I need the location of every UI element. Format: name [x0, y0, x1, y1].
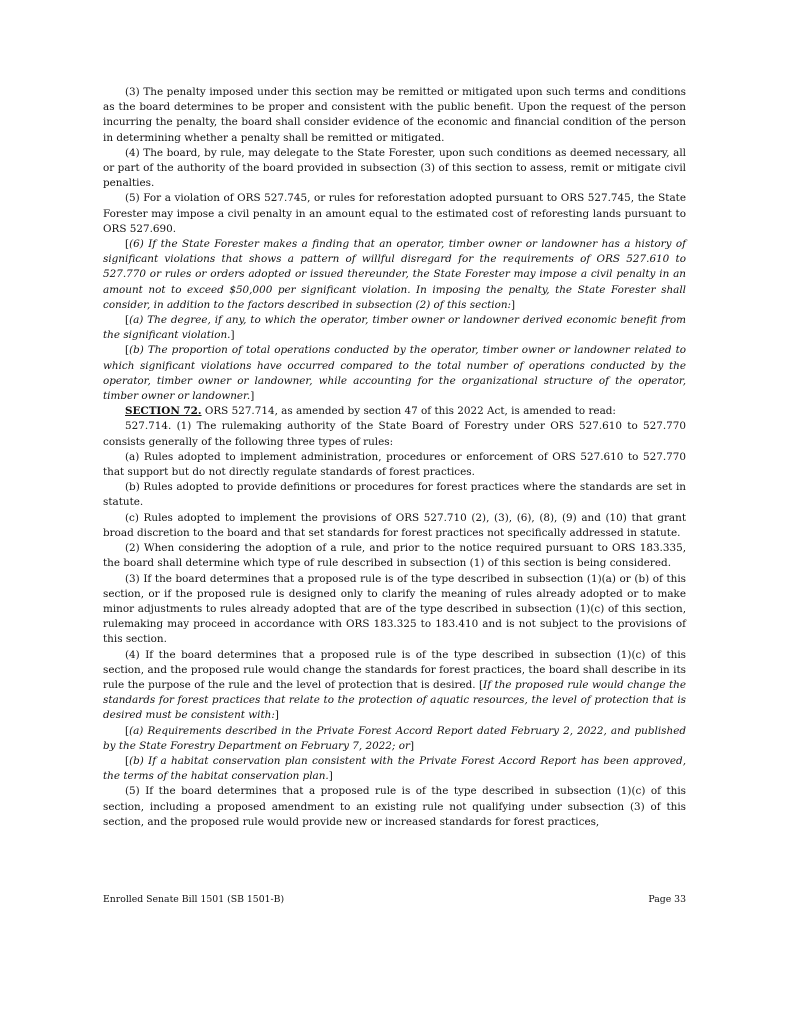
text-run: (5) If the board determines that a proposed rule is of the type described in subsection (1)(c) of this section, including a proposed amendment to an existing rule not qualifying under subsection (3) of this section, and the proposed rule would provide new or increased standards for forest practices,: [103, 785, 686, 828]
paragraph-p9: [103, 450, 686, 480]
paragraph-p6: [103, 343, 686, 404]
text-run: (4) The board, by rule, may delegate to the State Forester, upon such conditions as deemed necessary, all or part of the authority of the board provided in subsection (3) of this section to assess, remit or mitigate civil penalties.: [103, 146, 686, 190]
paragraph-p5: [103, 313, 686, 343]
paragraph-p8: [103, 419, 686, 449]
paragraph-p11: [103, 511, 686, 541]
text-run: ]: [230, 329, 235, 342]
section-number: SECTION 72.: [125, 405, 202, 418]
footer-page-number: Page 33: [648, 894, 686, 905]
text-run: (b) Rules adopted to provide definitions or procedures for forest practices where the standards are set in statute.: [103, 481, 686, 509]
paragraph-p16: [103, 754, 686, 784]
text-run: [: [125, 344, 130, 357]
text-run: ORS 527.714, as amended by section 47 of this 2022 Act, is amended to read:: [201, 405, 616, 418]
paragraph-p10: [103, 480, 686, 510]
text-run: (2) When considering the adoption of a rule, and prior to the notice required pursuant to ORS 183.335, the board shall determine which type of rule described in subsection (1) of this section is being considered.: [103, 542, 686, 570]
paragraph-p17: [103, 784, 686, 830]
text-run: [: [125, 754, 130, 767]
text-run: (4) If the board determines that a proposed rule is of the type described in subsection (1)(c) of this section, and the proposed rule would change the standards for forest practices, the board shall describe in its rule the purpose of the rule and the level of protection that is desired. [: [103, 648, 686, 691]
text-run: [: [125, 314, 130, 327]
text-run: (a) Rules adopted to implement administration, procedures or enforcement of ORS 527.610 to 527.770 that support but do not directly regulate standards of forest practices.: [103, 450, 686, 479]
text-run: ]: [274, 709, 279, 722]
text-run: 527.714. (1) The rulemaking authority of the State Board of Forestry under ORS 527.610 to 527.770 consists generally of the following three types of rules:: [103, 420, 686, 448]
paragraph-p3: [103, 191, 686, 237]
italic-text-run: (a) Requirements described in the Private Forest Accord Report dated February 2, 2022, and published by the State Forestry Department on February 7, 2022; or: [103, 724, 686, 752]
text-run: ]: [250, 390, 255, 403]
text-run: (5) For a violation of ORS 527.745, or rules for reforestation adopted pursuant to ORS 527.745, the State Forester may impose a civil penalty in an amount equal to the estimated cost of reforesting lands pursuant to ORS 527.690.: [103, 192, 686, 235]
text-run: [: [125, 238, 130, 251]
italic-text-run: (b) If a habitat conservation plan consistent with the Private Forest Accord Report has been approved, the terms of the habitat conservation plan.: [103, 754, 686, 783]
paragraph-p12: [103, 541, 686, 571]
section-heading-72: [103, 404, 686, 419]
text-run: (3) If the board determines that a proposed rule is of the type described in subsection (1)(a) or (b) of this section, or if the proposed rule is designed only to clarify the meaning of rules already adopted or to make minor adjustments to rules already adopted that are of the type described in subsection (1)(c) of this section, rulemaking may proceed in accordance with ORS 183.325 to 183.410 and is not subject to the provisions of this section.: [103, 572, 686, 646]
text-run: ]: [511, 298, 516, 311]
italic-text-run: (b) The proportion of total operations conducted by the operator, timber owner or landowner related to which significant violations have occurred compared to the total number of operations conducted by the operator, timber owner or landowner, while accounting for the organizational structure of the operator, timber owner or landowner.: [103, 344, 686, 403]
footer-bill-name: Enrolled Senate Bill 1501 (SB 1501-B): [103, 894, 285, 905]
text-run: (3) The penalty imposed under this section may be remitted or mitigated upon such terms and conditions as the board determines to be proper and consistent with the public benefit. Upon the request of the person incurring the penalty, the board shall consider evidence of the economic and financial condition of the person in determining whether a penalty shall be remitted or mitigated.: [103, 86, 686, 144]
paragraph-p15: [103, 724, 686, 754]
italic-text-run: (a) The degree, if any, to which the operator, timber owner or landowner derived economic benefit from the significant violation.: [103, 314, 686, 342]
paragraph-p14: [103, 648, 686, 724]
paragraph-p1: [103, 85, 686, 146]
italic-text-run: (6) If the State Forester makes a finding that an operator, timber owner or landowner has a history of significant violations that shows a pattern of willful disregard for the requirements of ORS 527.610 to 527.770 or rules or orders adopted or issued thereunder, the State Forester may impose a civil penalty in an amount not to exceed $50,000 per significant violation. In imposing the penalty, the State Forester shall consider, in addition to the factors described in subsection (2) of this section:: [103, 238, 686, 311]
text-run: (c) Rules adopted to implement the provisions of ORS 527.710 (2), (3), (6), (8), (9) and (10) that grant broad discretion to the board and that set standards for forest practices not specifically addressed in statute.: [103, 511, 686, 539]
italic-text-run: If the proposed rule would change the standards for forest practices that relate to the protection of aquatic resources, the level of protection that is desired must be consistent with:: [103, 678, 686, 722]
page-footer: [103, 894, 686, 905]
document-body: [103, 85, 686, 830]
text-run: [: [125, 724, 130, 737]
paragraph-p13: [103, 572, 686, 648]
text-run: ]: [409, 739, 414, 752]
text-run: ]: [328, 770, 333, 783]
paragraph-p2: [103, 146, 686, 192]
paragraph-p4: [103, 237, 686, 313]
